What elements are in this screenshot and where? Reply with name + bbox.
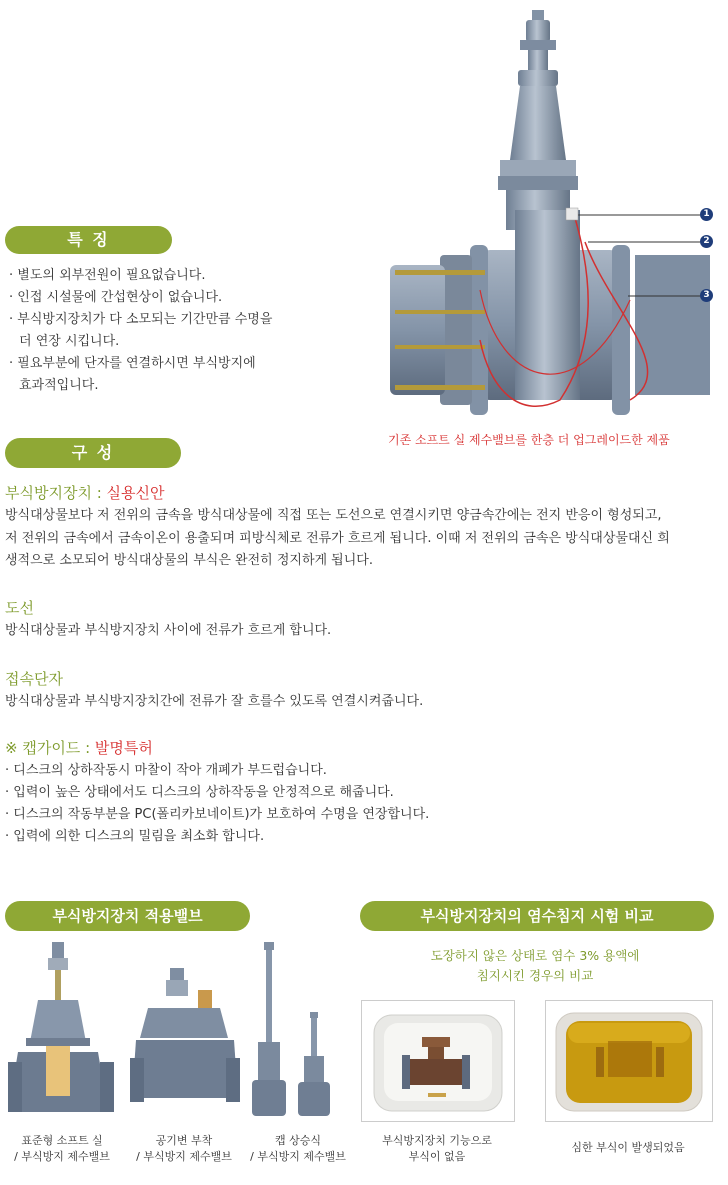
- valve-caption-standard-line2: / 부식방지 제수밸브: [14, 1150, 110, 1163]
- salt-test-subtitle: [380, 946, 690, 986]
- feature-item: · 필요부분에 단자를 연결하시면 부식방지에: [9, 356, 256, 371]
- capguide-heading-highlight: 발명특허: [94, 739, 153, 757]
- applied-valves-title: 부식방지장치 적용밸브: [52, 907, 203, 925]
- salt-test-subtitle-line2: 침지시킨 경우의 비교: [476, 968, 594, 983]
- wire-heading: 도선: [5, 599, 34, 617]
- valve-caption-air: [124, 1133, 244, 1165]
- features-title: 특 징: [67, 230, 110, 249]
- capguide-heading: [5, 737, 153, 758]
- applied-valves-title-pill: [5, 901, 250, 931]
- product-caption: 기존 소프트 실 제수밸브를 한층 더 업그레이드한 제품: [388, 433, 670, 447]
- device-heading-highlight: 실용신안: [106, 484, 165, 502]
- valve-caption-standard-line1: 표준형 소프트 실: [21, 1134, 103, 1147]
- test-photo-protected: [361, 1000, 515, 1122]
- main-valve-image: [380, 10, 710, 420]
- protected-caption-line1: 부식방지장치 기능으로: [382, 1134, 492, 1147]
- features-list: [9, 265, 309, 397]
- salt-test-title: 부식방지장치의 염수침지 시험 비교: [420, 907, 654, 925]
- wire-description: 방식대상물과 부식방지장치 사이에 전류가 흐르게 합니다.: [5, 623, 332, 638]
- protected-caption: [362, 1133, 512, 1165]
- feature-item: · 부식방지장치가 다 소모되는 기간만큼 수명을: [9, 312, 273, 327]
- capguide-item: · 디스크의 작동부분을 PC(폴리카보네이트)가 보호하여 수명을 연장합니다.: [5, 807, 430, 822]
- valve-image-air: [130, 968, 240, 1118]
- salt-test-subtitle-line1: 도장하지 않은 상태로 염수 3% 용액에: [430, 948, 640, 963]
- device-heading-prefix: 부식방지장치 :: [5, 484, 107, 502]
- features-title-pill: [5, 226, 172, 254]
- valve-caption-cap-line1: 캡 상승식: [274, 1134, 321, 1147]
- valve-caption-cap: [238, 1133, 358, 1165]
- capguide-item: · 입력이 높은 상태에서도 디스크의 상하작동을 안정적으로 해줍니다.: [5, 785, 394, 800]
- valve-caption-cap-line2: / 부식방지 제수밸브: [250, 1150, 346, 1163]
- capguide-list: [5, 760, 605, 848]
- corroded-caption: 심한 부식이 발생되었음: [571, 1141, 685, 1154]
- protected-caption-line2: 부식이 없음: [408, 1150, 466, 1163]
- terminal-description: 방식대상물과 부식방지장치간에 전류가 잘 흐를수 있도록 연결시켜줍니다.: [5, 694, 424, 709]
- feature-item: · 인접 시설물에 간섭현상이 없습니다.: [9, 290, 223, 305]
- valve-image-standard: [8, 942, 118, 1122]
- feature-item: · 별도의 외부전원이 필요없습니다.: [9, 268, 206, 283]
- test-photo-corroded: [545, 1000, 713, 1122]
- marker-3: 3: [700, 289, 713, 302]
- feature-item: 효과적입니다.: [19, 378, 99, 393]
- device-description: 방식대상물보다 저 전위의 금속을 방식대상물에 직접 또는 도선으로 연결시키면 양금속간에는 전지 반응이 형성되고, 저 전위의 금속에서 금속이온이 용출되며 피방식체로 전류가 흐르게 됩니다. 이때 저 전위의 금속은 방식대상물대신 희생적으로 소모되어 방식대상물의 부식은 완전히 정지하게 됩니다.: [5, 508, 670, 568]
- valve-caption-air-line1: 공기변 부착: [155, 1134, 213, 1147]
- composition-title-pill: [5, 438, 181, 468]
- marker-1: 1: [700, 208, 713, 221]
- capguide-item: · 입력에 의한 디스크의 밀림을 최소화 합니다.: [5, 829, 265, 844]
- capguide-heading-prefix: ※ 캡가이드 :: [5, 739, 95, 757]
- valve-caption-standard: [2, 1133, 122, 1165]
- composition-title: 구 성: [71, 443, 115, 462]
- salt-test-title-pill: [360, 901, 714, 931]
- feature-item: 더 연장 시킵니다.: [19, 334, 120, 349]
- device-heading: [5, 482, 165, 503]
- capguide-item: · 디스크의 상하작동시 마찰이 작아 개폐가 부드럽습니다.: [5, 763, 327, 778]
- terminal-heading: 접속단자: [5, 670, 63, 688]
- valve-image-cap: [252, 942, 342, 1122]
- valve-caption-air-line2: / 부식방지 제수밸브: [136, 1150, 232, 1163]
- marker-2: 2: [700, 235, 713, 248]
